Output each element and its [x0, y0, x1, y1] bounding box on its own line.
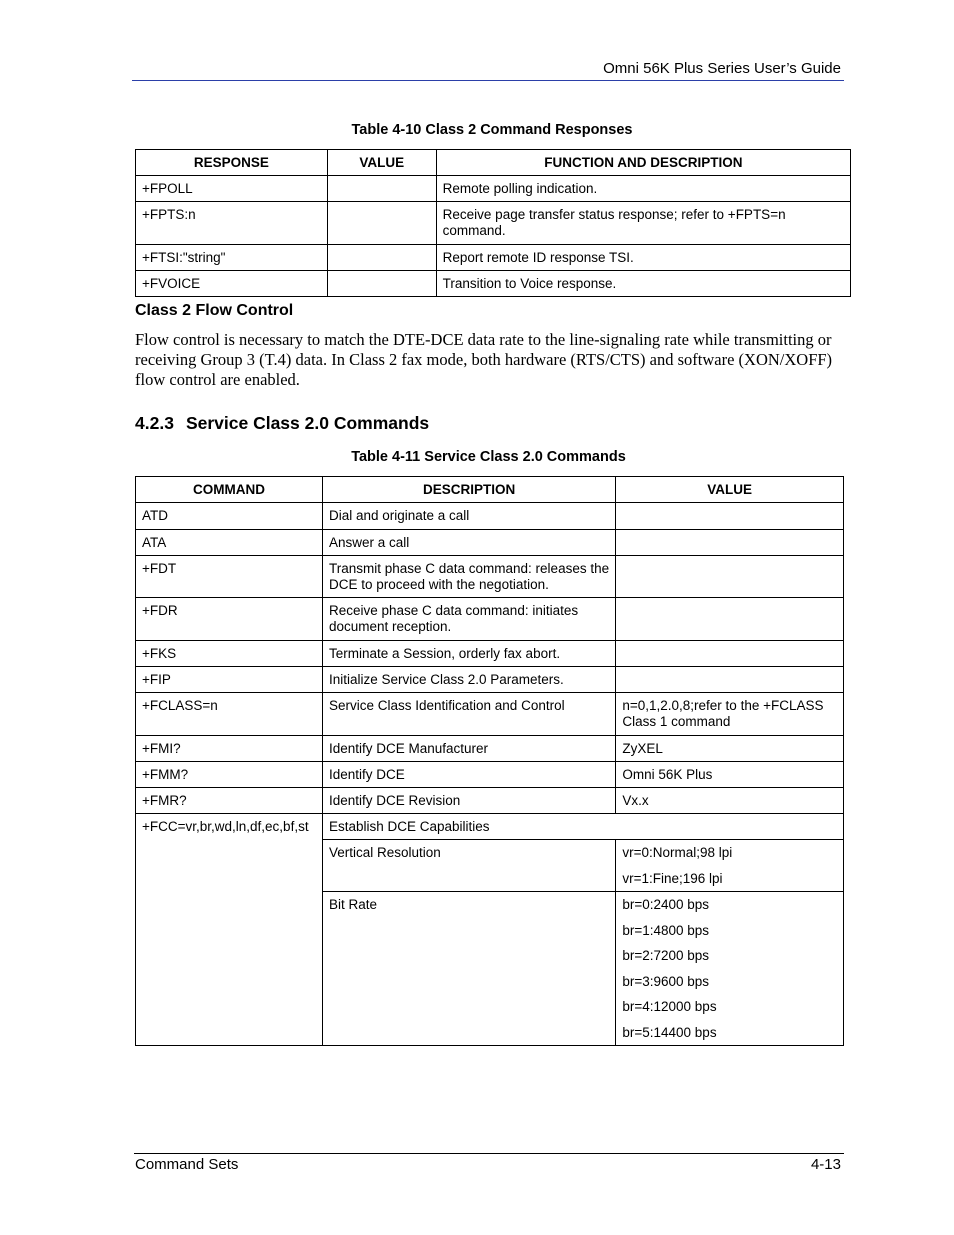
vr-value: vr=1:Fine;196 lpi — [622, 870, 723, 886]
column-header-command: COMMAND — [136, 477, 323, 503]
table-row — [136, 641, 844, 667]
column-header-value: VALUE — [616, 477, 844, 503]
flow-control-heading: Class 2 Flow Control — [135, 302, 294, 319]
command-cell: ATA — [142, 535, 167, 550]
command-cell: +FDR — [142, 603, 178, 618]
command-cell: +FIP — [142, 672, 171, 687]
command-cell: +FMI? — [142, 741, 181, 756]
running-header: Omni 56K Plus Series User’s Guide — [603, 60, 841, 77]
section-title: Service Class 2.0 Commands — [185, 413, 430, 433]
footer-rule — [134, 1153, 844, 1154]
response-cell: +FVOICE — [142, 276, 201, 291]
br-value: br=1:4800 bps — [622, 922, 710, 938]
footer-chapter: Command Sets — [135, 1156, 239, 1173]
description-cell: Terminate a Session, orderly fax abort. — [328, 646, 561, 661]
value-cell — [622, 641, 837, 646]
description-cell: Identify DCE Manufacturer — [328, 741, 489, 756]
value-cell: Omni 56K Plus — [622, 767, 713, 782]
table-4-10-caption: Table 4-10 Class 2 Command Responses — [351, 122, 633, 138]
response-cell: +FTSI:"string" — [142, 250, 226, 265]
class2-responses-table — [135, 149, 851, 297]
description-cell: Initialize Service Class 2.0 Parameters. — [328, 672, 564, 687]
br-value: br=2:7200 bps — [622, 948, 710, 963]
command-cell: +FKS — [142, 646, 177, 661]
table-header-row — [136, 150, 851, 176]
br-label-cell: Bit Rate — [328, 897, 377, 912]
page-number: 4-13 — [810, 1156, 841, 1173]
header-rule — [132, 80, 844, 81]
br-value: br=0:2400 bps — [622, 897, 710, 912]
vr-label-cell: Vertical Resolution — [328, 845, 441, 860]
br-value: br=4:12000 bps — [622, 999, 717, 1014]
column-header-response: RESPONSE — [136, 150, 328, 176]
value-cell — [334, 176, 430, 181]
br-value: br=5:14400 bps — [622, 1024, 717, 1040]
br-values-cell — [616, 892, 844, 1046]
description-cell: Remote polling indication. — [442, 181, 598, 196]
description-cell: Transition to Voice response. — [442, 276, 617, 291]
value-cell: ZyXEL — [622, 741, 663, 756]
description-cell: Answer a call — [328, 535, 410, 550]
table-row — [136, 693, 844, 736]
value-cell — [622, 503, 837, 508]
fcc-command-cell: +FCC=vr,br,wd,ln,df,ec,bf,st — [142, 819, 309, 834]
vr-value: vr=0:Normal;98 lpi — [622, 845, 733, 860]
table-row — [136, 245, 851, 271]
flow-control-paragraph: Flow control is necessary to match the DTE-DCE data rate to the line-signaling rate while transmitting or receiving Group 3 (T.4) data. In Class 2 fax mode, both hardware (RTS/CTS) and software (XON/XOFF) flow control are enabled. — [135, 330, 833, 389]
description-cell: Dial and originate a call — [328, 508, 470, 523]
value-cell — [622, 667, 837, 672]
description-cell: Service Class Identification and Control — [328, 698, 565, 713]
command-cell: ATD — [142, 508, 168, 523]
value-cell: n=0,1,2.0,8;refer to the +FCLASS Class 1 command — [622, 698, 824, 729]
command-cell: +FDT — [142, 561, 177, 576]
description-cell: Transmit phase C data command: releases the DCE to proceed with the negotiation. — [328, 561, 610, 592]
table-row — [136, 503, 844, 530]
br-value: br=3:9600 bps — [622, 973, 710, 989]
table-row — [136, 667, 844, 693]
table-row — [136, 202, 851, 245]
response-cell: +FPTS:n — [142, 207, 196, 222]
command-cell: +FMR? — [142, 793, 187, 808]
value-cell — [334, 245, 430, 250]
description-cell: Receive page transfer status response; refer to +FPTS=n command. — [442, 207, 786, 238]
column-header-description: DESCRIPTION — [322, 477, 615, 503]
table-4-11-caption: Table 4-11 Service Class 2.0 Commands — [351, 449, 626, 465]
section-number: 4.2.3 — [135, 413, 174, 433]
table-row — [136, 176, 851, 202]
value-cell — [622, 598, 837, 603]
table-row — [136, 788, 844, 814]
table-row — [136, 598, 844, 641]
description-cell: Report remote ID response TSI. — [442, 250, 634, 265]
description-cell: Identify DCE Revision — [328, 793, 461, 808]
table-row — [136, 762, 844, 788]
vr-values-cell — [616, 840, 844, 892]
value-cell: Vx.x — [622, 793, 649, 808]
value-cell — [334, 271, 430, 276]
section-heading — [135, 413, 429, 434]
column-header-function: FUNCTION AND DESCRIPTION — [436, 150, 850, 176]
value-cell — [622, 530, 837, 535]
table-row — [136, 736, 844, 762]
table-row — [136, 556, 844, 598]
column-header-value: VALUE — [327, 150, 436, 176]
fcc-description-cell: Establish DCE Capabilities — [328, 819, 490, 834]
table-header-row — [136, 477, 844, 503]
command-cell: +FMM? — [142, 767, 189, 782]
service-class-commands-table — [135, 476, 844, 1046]
value-cell — [622, 556, 837, 561]
table-row — [136, 530, 844, 556]
fcc-row — [136, 814, 844, 840]
description-cell: Receive phase C data command: initiates document reception. — [328, 603, 579, 634]
response-cell: +FPOLL — [142, 181, 193, 196]
value-cell — [334, 202, 430, 207]
command-cell: +FCLASS=n — [142, 698, 218, 713]
description-cell: Identify DCE — [328, 767, 405, 782]
table-row — [136, 271, 851, 297]
